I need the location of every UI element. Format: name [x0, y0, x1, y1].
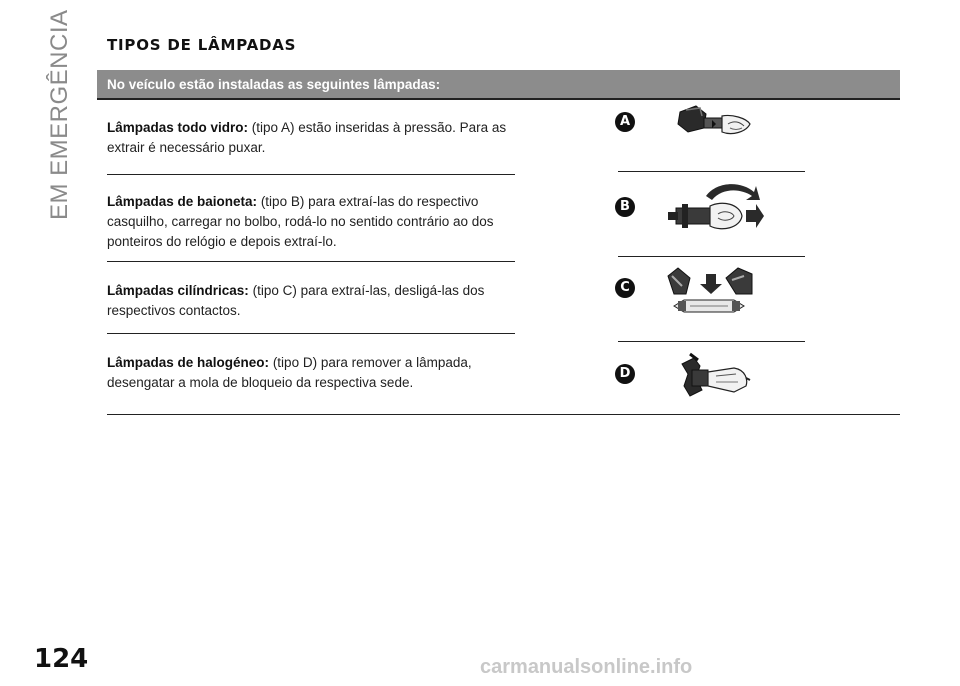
chapter-side-title: EM EMERGÊNCIA — [46, 9, 73, 220]
intro-bar — [97, 70, 900, 100]
figure-label-b: B — [615, 197, 635, 217]
entry-term: Lâmpadas de baioneta: — [107, 194, 258, 209]
divider — [107, 333, 515, 334]
intro-text: No veículo estão instaladas as seguintes lâmpadas: — [107, 77, 441, 92]
entry-term: Lâmpadas todo vidro: — [107, 120, 249, 135]
entry-text: (tipo B) para extraí-las do respectivo casquilho, carregar no bolbo, rodá-lo no sentido contrário ao dos ponteiros do relógio e depois extraí-lo. — [107, 194, 494, 249]
all-glass-bulb-icon — [672, 102, 762, 148]
entry-text: (tipo A) estão inseridas à pressão. Para as extrair é necessário puxar. — [107, 120, 507, 155]
entry-all-glass — [107, 118, 517, 158]
divider — [107, 174, 515, 175]
entry-bayonet — [107, 192, 517, 252]
section-title: TIPOS DE LÂMPADAS — [107, 36, 297, 54]
bottom-rule — [107, 414, 900, 415]
entry-cylindrical — [107, 281, 517, 321]
entry-halogen — [107, 353, 517, 393]
halogen-bulb-icon — [676, 350, 752, 406]
figure-divider — [618, 341, 805, 342]
divider — [107, 261, 515, 262]
entry-text: (tipo C) para extraí-las, desligá-las dos respectivos contactos. — [107, 283, 485, 318]
entry-term: Lâmpadas cilíndricas: — [107, 283, 249, 298]
watermark: carmanualsonline.info — [480, 656, 693, 678]
figure-label-c: C — [615, 278, 635, 298]
page-number: 124 — [34, 644, 89, 674]
figure-divider — [618, 256, 805, 257]
figure-label-a: A — [615, 112, 635, 132]
bayonet-bulb-icon — [666, 178, 766, 234]
entry-term: Lâmpadas de halogéneo: — [107, 355, 270, 370]
cylindrical-bulb-icon — [664, 264, 760, 320]
figure-label-d: D — [615, 364, 635, 384]
entry-text: (tipo D) para remover a lâmpada, desengatar a mola de bloqueio da respectiva sede. — [107, 355, 472, 390]
figure-divider — [618, 171, 805, 172]
